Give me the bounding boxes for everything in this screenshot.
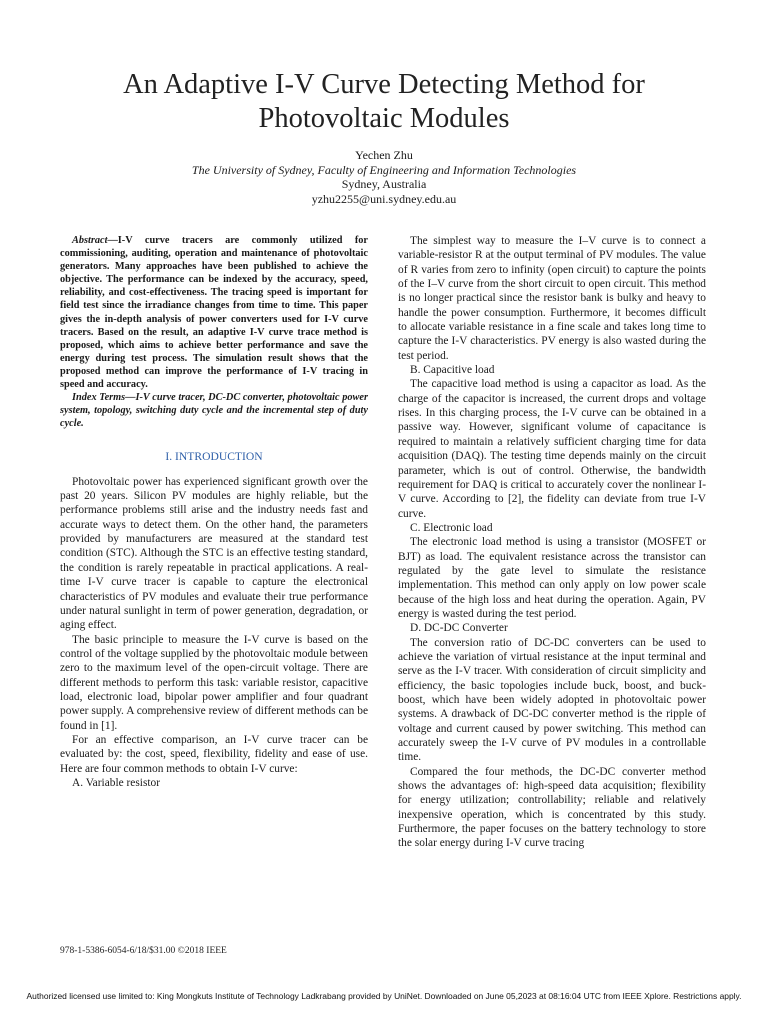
subsection-capacitive-load: B. Capacitive load (410, 364, 495, 377)
index-terms-dash: — (125, 392, 136, 404)
author-affiliation: The University of Sydney, Faculty of Engineering and Information Technologies (191, 162, 577, 177)
author-block (60, 148, 708, 206)
index-terms-lead: Index Terms (72, 392, 126, 404)
intro-paragraph-3: For an effective comparison, an I-V curve tracer can be evaluated by: the cost, speed, flexibility, fidelity and ease of use. Here are four common methods to obtain I-V curve: (60, 733, 368, 775)
subsection-dc-dc-converter: D. DC-DC Converter (410, 622, 508, 635)
copyright-footer: 978-1-5386-6054-6/18/$31.00 ©2018 IEEE (60, 946, 227, 956)
paper-title: An Adaptive I-V Curve Detecting Method for Photovoltaic Modules (123, 69, 645, 134)
paragraph-capacitive-load: The capacitive load method is using a capacitor as load. As the charge of the capacitor is increased, the current drops and voltage rises. In this charging process, the I-V curve can be obtained in a passive way. However, significant volume of capacitance is required to maintain a relatively sufficient charging time for data acquisition (DAQ). The testing time depends mainly on the circuit parameter, which is out of control. Otherwise, the bandwidth requirement for DAQ is critical to accurately cover the nonlinear I-V curve. According to [2], the fidelity can deviate from true I-V curve. (398, 378, 706, 520)
index-terms (60, 391, 368, 430)
paragraph-comparison: Compared the four methods, the DC-DC converter method shows the advantages of: high-speed data acquisition; flexibility for energy utilization; controllability; reliable and relatively inexpensive operation, which is concentrated by this study. Furthermore, the paper focuses on the battery technology to store the solar energy during I-V curve tracing (398, 765, 706, 850)
paragraph-variable-resistor: The simplest way to measure the I–V curve is to connect a variable-resistor R at the output terminal of PV modules. The value of R varies from zero to infinity (open circuit) to capture the points of the I–V curve from the short circuit to open circuit. This method is no longer practical since the resistor bank is bulky and heavy to handle the power consumption. Furthermore, it becomes difficult to allocate variable resistance in a fine scale and takes long time to capture the I-V characteristics. PV energy is also wasted during the test period. (398, 235, 706, 362)
intro-paragraph-2: The basic principle to measure the I-V curve is based on the control of the voltage supplied by the photovoltaic module between zero to the maximum level of the open-circuit voltage. There are different methods to perform this task: variable resistor, capacitive load, electronic load, bipolar power amplifier and four quadrant power supply. A comprehensive review of different methods can be found in [1]. (60, 633, 368, 732)
subsection-electronic-load: C. Electronic load (410, 521, 493, 534)
paragraph-electronic-load: The electronic load method is using a transistor (MOSFET or BJT) as load. The equivalent resistance across the transistor can regulated by the gate level to simulate the resistance implementation. This method can only apply on low power scale because of the high loss and heat during the operation. Again, PV energy is wasted during the test period. (398, 536, 706, 620)
abstract-lead: Abstract (72, 235, 108, 246)
right-column (398, 234, 706, 851)
index-terms-text: I-V curve tracer, DC-DC converter, photovoltaic power system, topology, switching duty cycle and the incremental step of duty cycle. (60, 392, 369, 430)
abstract-dash: — (107, 235, 118, 246)
section-heading-introduction: I. INTRODUCTION (165, 450, 263, 464)
left-column (60, 234, 368, 790)
paragraph-dc-dc-converter: The conversion ratio of DC-DC converters can be used to achieve the variation of virtual resistance at the input terminal and serve as the I-V tracer. With consideration of circuit simplicity and efficiency, the basic topologies include buck, boost, and buck-boost, which have been widely adopted in photovoltaic power systems. A drawback of DC-DC converter method is the ripple of voltage and current caused by power switching. This method can accurately sweep the I-V curve of PV modules in a controllable time. (398, 636, 706, 764)
author-name: Yechen Zhu (355, 148, 413, 162)
author-email[interactable]: yzhu2255@uni.sydney.edu.au (311, 191, 457, 206)
subsection-variable-resistor: A. Variable resistor (72, 776, 161, 789)
abstract-text: I-V curve tracers are commonly utilized for commissioning, auditing, operation and maintenance of photovoltaic generators. Many approaches have been published to achieve the objective. The performance can be indexed by the accuracy, speed, reliability, and cost-effectiveness. The tracing speed is important for field test since the irradiance changes from time to time. This paper gives the in-depth analysis of power converters used for I-V curve tracers. Based on the result, an adaptive I-V curve trace method is proposed, which aims to achieve better performance and save the energy during test process. The simulation result shows that the proposed method can improve the performance of I-V tracing in speed and accuracy. (60, 235, 368, 391)
intro-paragraph-1: Photovoltaic power has experienced significant growth over the past 20 years. Silicon PV modules are highly reliable, but the performance problems still arise and the industry needs fast and accurate ways to detect them. On the other hand, the parameters provided by manufacturers are measured at the standard test condition (STC). Although the STC is an effective testing standard, the condition is rarely repeatable in practical applications. A real-time I-V curve tracer is capable to capture the electronical characteristics of PV modules and evaluate their true performance under natural sunlight in term of power generation, degradation, or aging effect. (60, 475, 368, 632)
license-notice: Authorized licensed use limited to: King Mongkuts Institute of Technology Ladkrabang provided by UniNet. Downloaded on June 05,2023 at 08:16:04 UTC from IEEE Xplore. Restrictions apply. (26, 991, 742, 1001)
author-location: Sydney, Australia (341, 177, 427, 191)
abstract (60, 234, 368, 391)
